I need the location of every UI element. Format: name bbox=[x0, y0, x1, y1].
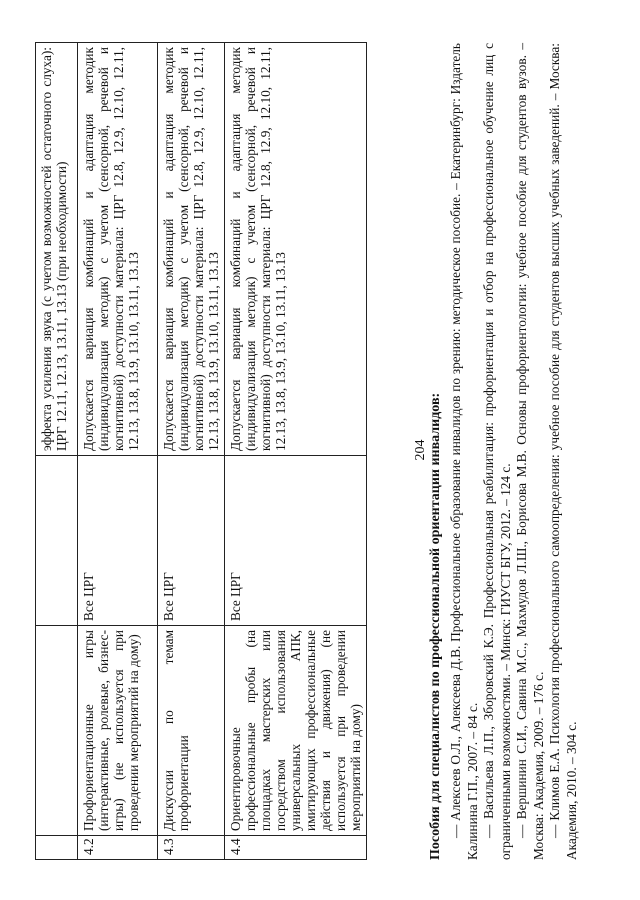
activity-cell bbox=[36, 626, 78, 836]
row-number bbox=[36, 836, 78, 860]
reference-list bbox=[448, 43, 580, 860]
note-cell: эффекта усиления звука (с учетом возможностей остаточного слуха): ЦРГ 12.11, 12.13, 13.11, 13.13 (при необходимости) bbox=[36, 43, 78, 456]
list-item: — Вершинин С.И., Савина М.С., Махмудов Л.Ш., Борисова М.В. Основы профориентологии: учебное пособие для студентов вузов. – Москва: Академия, 2009. – 176 с. bbox=[514, 43, 546, 860]
list-item: — Климов Е.А. Психология профессионального самоопределения: учебное пособие для студентов высших учебных заведений. – Москва: Академия, 2010. – 304 с. bbox=[547, 43, 579, 860]
group-cell: Все ЦРГ bbox=[78, 456, 158, 626]
row-number: 4.3 bbox=[158, 836, 225, 860]
group-cell: Все ЦРГ bbox=[225, 456, 367, 626]
note-cell: Допускается вариация комбинаций и адаптация методик (индивидуализация методик) с учетом (сенсорной, речевой и когнитивной) доступности материала: ЦРГ 12.8, 12.9, 12.10, 12.11, 12.13, 13.8, 13.9, 13.10, 13.11, 13.13 bbox=[78, 43, 158, 456]
list-item: — Алексеев О.Л., Алексеева Д.В. Профессиональное образование инвалидов по зрению: методическое пособие. – Екатеринбург: Издатель Калинина Г.П., 2007. – 84 с. bbox=[448, 43, 480, 860]
group-cell bbox=[36, 456, 78, 626]
table-row bbox=[78, 43, 158, 860]
note-cell: Допускается вариация комбинаций и адаптация методик (индивидуализация методик) с учетом (сенсорной, речевой и когнитивной) доступности материала: ЦРГ 12.8, 12.9, 12.10, 12.11, 12.13, 13.8, 13.9, 13.10, 13.11, 13.13 bbox=[225, 43, 367, 456]
table-row bbox=[158, 43, 225, 860]
activity-cell: Дискуссии по темам профориентации bbox=[158, 626, 225, 836]
row-number: 4.2 bbox=[78, 836, 158, 860]
section-heading: Пособия для специалистов по профессиональной ориентации инвалидов: bbox=[428, 392, 443, 860]
group-cell: Все ЦРГ bbox=[158, 456, 225, 626]
activity-cell: Ориентировочные профессиональные пробы (на площадках мастерских или посредством использования универсальных АПК, имитирующих профессиональные действия и движения) (не используется при проведении мероприятий на дому) bbox=[225, 626, 367, 836]
list-item: — Васильева Л.П., Зборовский К.Э. Профессиональная реабилитация: профориентация и отбор на профессиональное обучение лиц с ограниченными возможностями. – Минск: ГИУСТ БГУ, 2012. – 124 с. bbox=[481, 43, 513, 860]
activity-cell: Профориентационные игры (интерактивные, ролевые, бизнес-игры) (не используется при проведении мероприятий на дому) bbox=[78, 626, 158, 836]
page-number: 204 bbox=[413, 439, 428, 461]
row-number: 4.4 bbox=[225, 836, 367, 860]
note-cell: Допускается вариация комбинаций и адаптация методик (индивидуализация методик) с учетом (сенсорной, речевой и когнитивной) доступности материала: ЦРГ 12.8, 12.9, 12.10, 12.11, 12.13, 13.8, 13.9, 13.10, 13.11, 13.13 bbox=[158, 43, 225, 456]
measures-table bbox=[35, 42, 367, 860]
table-row bbox=[225, 43, 367, 860]
table-row bbox=[36, 43, 78, 860]
